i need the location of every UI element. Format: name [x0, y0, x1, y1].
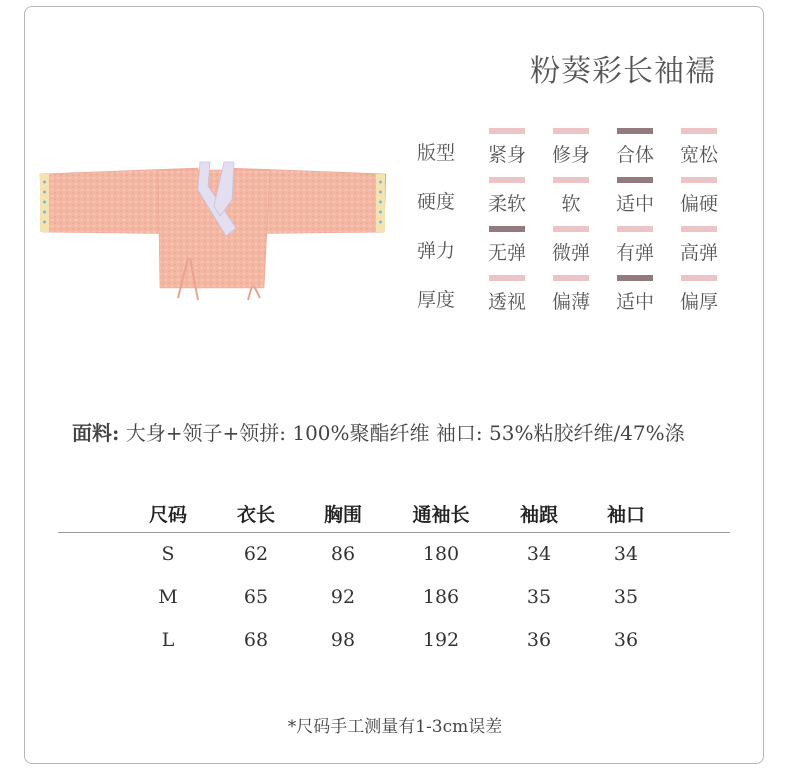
- garment-illustration: [38, 158, 390, 308]
- table-header: [58, 494, 730, 533]
- attr-label: 厚度: [417, 289, 456, 311]
- table-cell: 92: [330, 586, 356, 608]
- attr-option-label: 透视: [487, 291, 526, 313]
- table-cell: 192: [422, 629, 460, 651]
- attr-option-label: 适中: [615, 291, 654, 313]
- attr-option-label: 偏硬: [679, 193, 718, 215]
- column-header: 通袖长: [412, 504, 470, 526]
- attr-option: [681, 128, 717, 167]
- attr-bar: [681, 226, 717, 232]
- attr-option-label: 柔软: [487, 193, 526, 215]
- table-cell: 186: [422, 586, 460, 608]
- table-cell: 34: [526, 543, 552, 565]
- product-title: 粉葵彩长袖襦: [530, 54, 716, 89]
- attr-option: [681, 177, 717, 216]
- attr-option: [617, 128, 653, 167]
- table-cell: 180: [422, 543, 460, 565]
- table-cell: M: [158, 586, 178, 608]
- attr-bar: [681, 177, 717, 183]
- attr-option-label: 修身: [551, 144, 590, 166]
- attr-option-label: 有弹: [615, 242, 654, 264]
- attr-row-hardness: [417, 177, 737, 215]
- attr-row-thickness: [417, 275, 737, 313]
- column-header: 尺码: [148, 504, 188, 526]
- attr-label: 硬度: [417, 191, 456, 213]
- measurement-note: *尺码手工测量有1-3cm误差: [287, 717, 503, 737]
- table-cell: 65: [243, 586, 269, 608]
- attr-option: [489, 177, 525, 216]
- attr-option: [553, 226, 589, 265]
- column-header: 袖跟: [519, 504, 559, 526]
- attr-option: [489, 275, 525, 314]
- attr-bar: [489, 275, 525, 281]
- attr-bar-selected: [617, 128, 653, 134]
- attr-bar-selected: [489, 226, 525, 232]
- attr-bar: [617, 226, 653, 232]
- attr-bar: [553, 128, 589, 134]
- attr-option-label: 紧身: [487, 144, 526, 166]
- attr-option-label: 偏厚: [679, 291, 718, 313]
- attr-label: 版型: [417, 142, 456, 164]
- attr-option-label: 高弹: [679, 242, 718, 264]
- attr-bar: [489, 177, 525, 183]
- attr-option: [489, 128, 525, 167]
- attr-option: [617, 275, 653, 314]
- fabric-info: [72, 417, 685, 446]
- attr-option: [489, 226, 525, 265]
- attr-option-label: 无弹: [487, 242, 526, 264]
- size-table: [58, 494, 730, 662]
- attr-option: [681, 275, 717, 314]
- table-row: [58, 619, 730, 662]
- column-header: 胸围: [323, 504, 363, 526]
- attr-bar: [681, 275, 717, 281]
- attr-bar: [553, 226, 589, 232]
- fabric-label: 面料:: [72, 421, 120, 445]
- table-cell: 36: [526, 629, 552, 651]
- attr-bar: [553, 177, 589, 183]
- attr-bar: [489, 128, 525, 134]
- table-cell: 62: [243, 543, 269, 565]
- attr-row-elasticity: [417, 226, 737, 264]
- attr-option-label: 软: [561, 193, 581, 215]
- attr-option: [553, 128, 589, 167]
- attr-row-fit: [417, 128, 737, 166]
- attr-label: 弹力: [417, 240, 456, 262]
- table-cell: 98: [330, 629, 356, 651]
- table-cell: S: [161, 543, 175, 565]
- attr-option-label: 合体: [615, 144, 654, 166]
- attr-option-label: 微弹: [551, 242, 590, 264]
- attr-option: [617, 226, 653, 265]
- table-cell: 86: [330, 543, 356, 565]
- attr-option-label: 偏薄: [551, 291, 590, 313]
- attr-bar-selected: [617, 275, 653, 281]
- attr-option-label: 适中: [615, 193, 654, 215]
- table-cell: 36: [613, 629, 639, 651]
- table-row: [58, 533, 730, 576]
- attr-option: [617, 177, 653, 216]
- attr-bar: [681, 128, 717, 134]
- table-row: [58, 576, 730, 619]
- table-cell: 68: [243, 629, 269, 651]
- table-cell: 35: [613, 586, 639, 608]
- attr-option: [553, 275, 589, 314]
- attr-option-label: 宽松: [679, 144, 718, 166]
- column-header: 袖口: [606, 504, 646, 526]
- column-header: 衣长: [236, 504, 276, 526]
- table-cell: 34: [613, 543, 639, 565]
- attr-option: [681, 226, 717, 265]
- fabric-text: 大身+领子+领拼: 100%聚酯纤维 袖口: 53%粘胶纤维/47%涤: [125, 421, 685, 445]
- table-cell: L: [161, 629, 175, 651]
- attr-option: [553, 177, 589, 216]
- attr-bar-selected: [617, 177, 653, 183]
- attr-bar: [553, 275, 589, 281]
- table-cell: 35: [526, 586, 552, 608]
